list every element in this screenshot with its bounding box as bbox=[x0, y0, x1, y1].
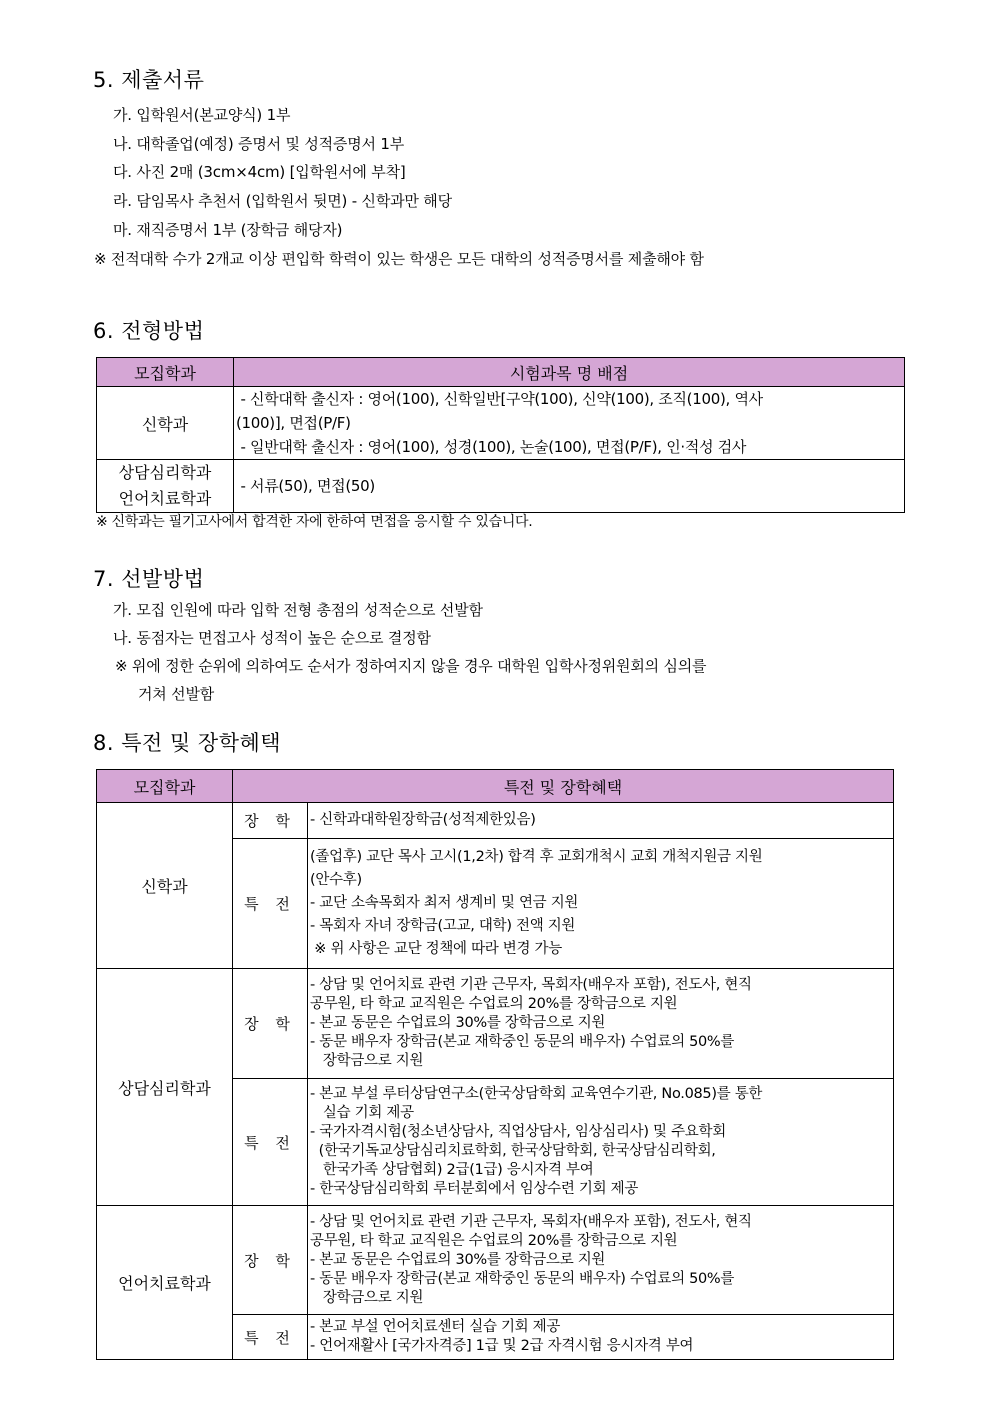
cell-line: 한국가족 상담협회) 2급(1급) 응시자격 부여 bbox=[310, 1162, 594, 1178]
cell-line: (100)], 면접(P/F) bbox=[236, 414, 351, 432]
benefit-type-cell: 특 전 bbox=[233, 1079, 308, 1206]
table-header-dept: 모집학과 bbox=[97, 770, 233, 803]
table-row bbox=[97, 969, 894, 1079]
list-item: 마. 재직증명서 1부 (장학금 해당자) bbox=[113, 221, 343, 239]
section-8-title: 8. 특전 및 장학혜택 bbox=[93, 731, 282, 755]
table-row bbox=[97, 1206, 894, 1315]
cell-line: - 교단 소속목회자 최저 생계비 및 연금 지원 bbox=[310, 895, 579, 911]
cell-line: 장학금으로 지원 bbox=[310, 1289, 424, 1306]
cell-line: - 상담 및 언어치료 관련 기관 근무자, 목회자(배우자 포함), 전도사, 현직 bbox=[310, 977, 752, 993]
dept-cell: 언어치료학과 bbox=[97, 1206, 233, 1360]
dept-cell: 상담심리학과 bbox=[97, 969, 233, 1206]
cell-line: (졸업후) 교단 목사 고시(1,2차) 합격 후 교회개척시 교회 개척지원금 지원 bbox=[310, 849, 763, 865]
list-item: 가. 모집 인원에 따라 입학 전형 총점의 성적순으로 선발함 bbox=[113, 601, 483, 619]
cell-line: - 본교 부설 루터상담연구소(한국상담학회 교육연수기관, No.085)를 통한 bbox=[310, 1086, 763, 1102]
list-item: 다. 사진 2매 (3cm×4cm) [입학원서에 부착] bbox=[113, 163, 406, 181]
cell-line: (한국기독교상담심리치료학회, 한국상담학회, 한국상담심리학회, bbox=[310, 1143, 716, 1159]
table-row bbox=[97, 387, 905, 460]
exam-subjects-table bbox=[96, 357, 905, 513]
dept-cell-line: 언어치료학과 bbox=[118, 489, 212, 508]
benefit-type-cell: 장 학 bbox=[233, 969, 308, 1079]
list-item: 라. 담임목사 추천서 (입학원서 뒷면) - 신학과만 해당 bbox=[113, 192, 452, 210]
list-item: 가. 입학원서(본교양식) 1부 bbox=[113, 106, 291, 124]
section-6-note: ※ 신학과는 필기고사에서 합격한 자에 한하여 면접을 응시할 수 있습니다. bbox=[96, 514, 533, 530]
cell-line: 실습 기회 제공 bbox=[310, 1105, 414, 1121]
table-header-benefits: 특전 및 장학혜택 bbox=[233, 770, 894, 803]
benefit-type-cell: 특 전 bbox=[233, 839, 308, 969]
cell-line: - 동문 배우자 장학금(본교 재학중인 동문의 배우자) 수업료의 50%를 bbox=[310, 1270, 735, 1287]
section-7-title: 7. 선발방법 bbox=[93, 567, 205, 591]
cell-line: - 본교 동문은 수업료의 30%를 장학금으로 지원 bbox=[310, 1251, 606, 1268]
cell-line: - 상담 및 언어치료 관련 기관 근무자, 목회자(배우자 포함), 전도사, 현직 bbox=[310, 1213, 752, 1230]
benefit-type-cell: 특 전 bbox=[233, 1315, 308, 1360]
cell-line: (안수후) bbox=[310, 872, 362, 888]
cell-line: - 국가자격시험(청소년상담사, 직업상담사, 임상심리사) 및 주요학회 bbox=[310, 1124, 726, 1140]
benefit-type-cell: 장 학 bbox=[233, 1206, 308, 1315]
cell-line: - 본교 동문은 수업료의 30%를 장학금으로 지원 bbox=[310, 1015, 606, 1031]
table-row bbox=[97, 460, 905, 513]
section-5-title: 5. 제출서류 bbox=[93, 68, 205, 92]
section-5-note: ※ 전적대학 수가 2개교 이상 편입학 학력이 있는 학생은 모든 대학의 성적증명서를 제출해야 함 bbox=[94, 250, 704, 268]
dept-cell: 신학과 bbox=[97, 803, 233, 969]
cell-line: 장학금으로 지원 bbox=[310, 1053, 424, 1069]
table-header-subjects: 시험과목 명 배점 bbox=[234, 358, 905, 387]
dept-cell: 신학과 bbox=[97, 387, 234, 460]
cell-line: - 일반대학 출신자 : 영어(100), 성경(100), 논술(100), 면접(P/F), 인·적성 검사 bbox=[236, 438, 747, 456]
dept-cell-line: 상담심리학과 bbox=[118, 463, 212, 482]
cell-line: - 신학대학 출신자 : 영어(100), 신학일반[구약(100), 신약(100), 조직(100), 역사 bbox=[236, 390, 763, 408]
cell-line: ※ 위 사항은 교단 정책에 따라 변경 가능 bbox=[310, 941, 562, 957]
cell-line: 공무원, 타 학교 교직원은 수업료의 20%를 장학금으로 지원 bbox=[310, 1232, 678, 1249]
benefits-table bbox=[96, 769, 894, 1360]
section-7-note-line: ※ 위에 정한 순위에 의하여도 순서가 정하여지지 않을 경우 대학원 입학사정위원회의 심의를 bbox=[115, 657, 707, 675]
cell-line: 공무원, 타 학교 교직원은 수업료의 20%를 장학금으로 지원 bbox=[310, 996, 678, 1012]
cell-line: - 본교 부설 언어치료센터 실습 기회 제공 bbox=[310, 1319, 561, 1335]
section-6-title: 6. 전형방법 bbox=[93, 319, 205, 343]
benefit-type-cell: 장 학 bbox=[233, 803, 308, 839]
list-item: 나. 대학졸업(예정) 증명서 및 성적증명서 1부 bbox=[113, 135, 404, 153]
section-7-note-line: 거쳐 선발함 bbox=[138, 685, 215, 703]
cell-line: - 서류(50), 면접(50) bbox=[236, 477, 375, 495]
list-item: 나. 동점자는 면접고사 성적이 높은 순으로 결정함 bbox=[113, 629, 431, 647]
cell-line: - 동문 배우자 장학금(본교 재학중인 동문의 배우자) 수업료의 50%를 bbox=[310, 1034, 735, 1050]
table-header-dept: 모집학과 bbox=[97, 358, 234, 387]
cell-line: - 신학과대학원장학금(성적제한있음) bbox=[310, 812, 536, 828]
cell-line: - 목회자 자녀 장학금(고교, 대학) 전액 지원 bbox=[310, 918, 576, 934]
table-row bbox=[97, 803, 894, 839]
cell-line: - 언어재활사 [국가자격증] 1급 및 2급 자격시험 응시자격 부여 bbox=[310, 1338, 694, 1354]
cell-line: - 한국상담심리학회 루터분회에서 임상수련 기회 제공 bbox=[310, 1181, 639, 1197]
